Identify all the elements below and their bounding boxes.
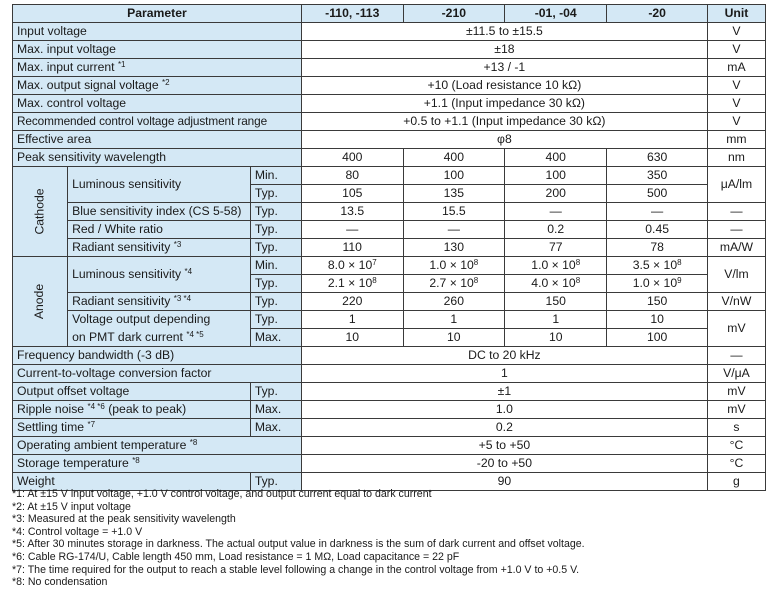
- table-row: [13, 329, 766, 347]
- cell-value: 135: [403, 185, 504, 203]
- footnote: *2: At ±15 V input voltage: [12, 500, 131, 513]
- qualifier: Typ.: [250, 473, 301, 491]
- table-row: [13, 77, 766, 95]
- exponent: 8: [473, 258, 479, 267]
- row-value: +5 to +50: [301, 437, 707, 455]
- exponent: 8: [575, 276, 581, 285]
- footnote-ref: *4 *6: [87, 402, 105, 411]
- cell-value: 400: [505, 149, 607, 167]
- cell-value: 220: [301, 293, 403, 311]
- header-unit: Unit: [707, 5, 765, 23]
- table-row: [13, 95, 766, 113]
- table-row: [13, 401, 766, 419]
- label-text: Radiant sensitivity: [72, 240, 171, 254]
- cell-value: 100: [505, 167, 607, 185]
- header-row: [13, 5, 766, 23]
- row-label: Recommended control voltage adjustment range: [13, 113, 302, 131]
- cell-value: 500: [607, 185, 707, 203]
- qualifier: Max.: [250, 401, 301, 419]
- row-unit: V: [707, 95, 765, 113]
- row-unit: —: [707, 347, 765, 365]
- qualifier: Min.: [250, 167, 301, 185]
- footnote: *4: Control voltage = +1.0 V: [12, 525, 143, 538]
- cell-value: 10: [607, 311, 707, 329]
- row-unit: °C: [707, 437, 765, 455]
- table-row: [13, 293, 766, 311]
- row-label: Voltage output depending: [68, 311, 251, 329]
- cell-value: [607, 275, 707, 293]
- cell-value: 10: [301, 329, 403, 347]
- footnote-ref: *4 *5: [186, 329, 204, 339]
- footnote-ref: *8: [189, 438, 198, 447]
- label-text: Max. input current: [17, 60, 115, 74]
- cell-value: [301, 275, 403, 293]
- cell-value: 100: [403, 167, 504, 185]
- qualifier: Max.: [250, 419, 301, 437]
- cell-value: —: [607, 203, 707, 221]
- table-row: [13, 59, 766, 77]
- row-value: 0.2: [301, 419, 707, 437]
- cell-value: 1: [301, 311, 403, 329]
- table-row: [13, 41, 766, 59]
- footnote: *8: No condensation: [12, 576, 108, 589]
- label-suffix: (peak to peak): [108, 402, 187, 416]
- cell-value: —: [505, 203, 607, 221]
- row-unit: V/μA: [707, 365, 765, 383]
- table-row: [13, 167, 766, 185]
- group-label-text: Anode: [32, 283, 47, 320]
- table-row: [13, 437, 766, 455]
- row-label: [13, 437, 302, 455]
- row-label: Peak sensitivity wavelength: [13, 149, 302, 167]
- cell-value: [505, 275, 607, 293]
- cell-value: [403, 275, 504, 293]
- label-text: on PMT dark current: [72, 329, 183, 344]
- mantissa: 8.0 × 10: [327, 258, 373, 272]
- row-value: -20 to +50: [301, 455, 707, 473]
- cell-value: 130: [403, 239, 504, 257]
- row-label: Weight: [13, 473, 251, 491]
- table-row: [13, 221, 766, 239]
- row-label: Output offset voltage: [13, 383, 251, 401]
- table-row: [13, 23, 766, 41]
- cell-value: 13.5: [301, 203, 403, 221]
- row-unit: mV: [707, 383, 765, 401]
- cell-value: [403, 257, 504, 275]
- mantissa: 1.0 × 10: [632, 276, 678, 290]
- qualifier: Typ.: [250, 221, 301, 239]
- cell-value: 200: [505, 185, 607, 203]
- row-label: Effective area: [13, 131, 302, 149]
- row-label: [13, 401, 251, 419]
- footnote-ref: *1: [117, 60, 126, 69]
- row-unit: nm: [707, 149, 765, 167]
- cell-value: 15.5: [403, 203, 504, 221]
- row-unit: mA/W: [707, 239, 765, 257]
- row-label: Frequency bandwidth (-3 dB): [13, 347, 302, 365]
- row-label: [13, 419, 251, 437]
- row-unit: —: [707, 221, 765, 239]
- row-label: Red / White ratio: [68, 221, 251, 239]
- footnote: *1: At ±15 V input voltage, +1.0 V control voltage, and output current equal to dark current: [12, 488, 432, 500]
- footnote-ref: *3: [173, 240, 182, 249]
- row-unit: V/lm: [707, 257, 765, 293]
- table-row: [13, 311, 766, 329]
- cell-value: 105: [301, 185, 403, 203]
- qualifier: Typ.: [250, 185, 301, 203]
- qualifier: Typ.: [250, 275, 301, 293]
- row-unit: V: [707, 77, 765, 95]
- exponent: 8: [575, 258, 581, 267]
- table-row: [13, 257, 766, 275]
- group-label-cathode: [13, 167, 68, 257]
- row-value: +10 (Load resistance 10 kΩ): [301, 77, 707, 95]
- row-value: ±1: [301, 383, 707, 401]
- cell-value: 350: [607, 167, 707, 185]
- qualifier: Min.: [250, 257, 301, 275]
- cell-value: 260: [403, 293, 504, 311]
- cell-value: 0.2: [505, 221, 607, 239]
- table-row: [13, 239, 766, 257]
- qualifier: Typ.: [250, 293, 301, 311]
- cell-value: 400: [403, 149, 504, 167]
- cell-value: 630: [607, 149, 707, 167]
- row-label: [13, 455, 302, 473]
- header-model-110: -110, -113: [301, 5, 403, 23]
- row-unit: V: [707, 113, 765, 131]
- table-row: [13, 131, 766, 149]
- table-row: [13, 149, 766, 167]
- cell-value: 400: [301, 149, 403, 167]
- group-label-text: Cathode: [32, 188, 47, 235]
- cell-value: 80: [301, 167, 403, 185]
- cell-value: —: [301, 221, 403, 239]
- row-label: [13, 77, 302, 95]
- row-label: Current-to-voltage conversion factor: [13, 365, 302, 383]
- table-row: [13, 383, 766, 401]
- label-text: Luminous sensitivity: [72, 267, 182, 281]
- cell-value: 10: [505, 329, 607, 347]
- group-label-anode: [13, 257, 68, 347]
- row-unit: °C: [707, 455, 765, 473]
- label-text: Storage temperature: [17, 456, 129, 470]
- row-value: +0.5 to +1.1 (Input impedance 30 kΩ): [301, 113, 707, 131]
- table-row: [13, 365, 766, 383]
- qualifier: Max.: [250, 329, 301, 347]
- exponent: 8: [473, 276, 479, 285]
- row-unit: —: [707, 203, 765, 221]
- row-label: Max. input voltage: [13, 41, 302, 59]
- mantissa: 2.7 × 10: [429, 276, 474, 290]
- header-model-20: -20: [607, 5, 707, 23]
- label-text: Ripple noise: [17, 402, 85, 416]
- row-value: 90: [301, 473, 707, 491]
- cell-value: [505, 257, 607, 275]
- row-unit: mV: [707, 401, 765, 419]
- cell-value: [301, 257, 403, 275]
- cell-value: 1: [505, 311, 607, 329]
- row-label-continued: [68, 329, 251, 347]
- table-row: [13, 203, 766, 221]
- row-unit: mV: [707, 311, 765, 347]
- footnotes: [12, 488, 585, 589]
- mantissa: 1.0 × 10: [531, 258, 576, 272]
- row-value: +1.1 (Input impedance 30 kΩ): [301, 95, 707, 113]
- mantissa: 3.5 × 10: [632, 258, 678, 272]
- footnote: *7: The time required for the output to reach a stable level following a change in the control voltage from +1.0 V to +0.5 V.: [12, 563, 580, 576]
- footnote: *6: Cable RG-174/U, Cable length 450 mm, Load resistance = 1 MΩ, Load capacitance = 22 pF: [12, 550, 460, 563]
- row-unit: mm: [707, 131, 765, 149]
- cell-value: [607, 257, 707, 275]
- mantissa: 4.0 × 10: [531, 276, 576, 290]
- row-label: Max. control voltage: [13, 95, 302, 113]
- label-text: Max. output signal voltage: [17, 78, 159, 92]
- qualifier: Typ.: [250, 203, 301, 221]
- row-unit: μA/lm: [707, 167, 765, 203]
- footnote-ref: *7: [87, 420, 96, 429]
- exponent: 8: [372, 276, 377, 285]
- label-text: Settling time: [17, 420, 85, 434]
- cell-value: 100: [607, 329, 707, 347]
- cell-value: 150: [505, 293, 607, 311]
- mantissa: 2.1 × 10: [327, 276, 373, 290]
- table-row: [13, 455, 766, 473]
- row-unit: g: [707, 473, 765, 491]
- exponent: 7: [372, 258, 377, 267]
- table-row: [13, 347, 766, 365]
- row-unit: V: [707, 41, 765, 59]
- row-value: ±18: [301, 41, 707, 59]
- row-value: DC to 20 kHz: [301, 347, 707, 365]
- row-label: Luminous sensitivity: [68, 167, 251, 203]
- cell-value: 78: [607, 239, 707, 257]
- label-text: Operating ambient temperature: [17, 438, 187, 452]
- row-value: 1.0: [301, 401, 707, 419]
- specification-table: [12, 4, 766, 491]
- cell-value: 10: [403, 329, 504, 347]
- row-label: Input voltage: [13, 23, 302, 41]
- row-value: 1: [301, 365, 707, 383]
- qualifier: Typ.: [250, 383, 301, 401]
- footnote: *5: After 30 minutes storage in darkness. The actual output value in darkness is the sum of dark current and offset voltage.: [12, 538, 585, 551]
- qualifier: Typ.: [250, 311, 301, 329]
- row-value: +13 / -1: [301, 59, 707, 77]
- footnote-ref: *3 *4: [173, 294, 192, 303]
- cell-value: —: [403, 221, 504, 239]
- row-value: ±11.5 to ±15.5: [301, 23, 707, 41]
- table-row: [13, 419, 766, 437]
- cell-value: 110: [301, 239, 403, 257]
- exponent: 8: [677, 258, 682, 267]
- row-value: φ8: [301, 131, 707, 149]
- row-unit: V/nW: [707, 293, 765, 311]
- cell-value: 0.45: [607, 221, 707, 239]
- cell-value: 1: [403, 311, 504, 329]
- qualifier: Typ.: [250, 239, 301, 257]
- row-unit: mA: [707, 59, 765, 77]
- label-text: Radiant sensitivity: [72, 294, 171, 308]
- header-model-210: -210: [403, 5, 504, 23]
- footnote: *3: Measured at the peak sensitivity wavelength: [12, 513, 236, 526]
- row-unit: s: [707, 419, 765, 437]
- footnote-ref: *8: [132, 456, 140, 465]
- header-parameter: Parameter: [13, 5, 302, 23]
- row-unit: V: [707, 23, 765, 41]
- cell-value: 150: [607, 293, 707, 311]
- footnote-ref: *2: [162, 78, 170, 87]
- row-label: [13, 59, 302, 77]
- row-label: Blue sensitivity index (CS 5-58): [68, 203, 251, 221]
- mantissa: 1.0 × 10: [429, 258, 474, 272]
- header-model-01: -01, -04: [505, 5, 607, 23]
- row-label: [68, 239, 251, 257]
- exponent: 9: [677, 276, 682, 285]
- cell-value: 77: [505, 239, 607, 257]
- footnote-ref: *4: [184, 267, 193, 276]
- row-label: [68, 257, 251, 293]
- row-label: [68, 293, 251, 311]
- table-row: [13, 113, 766, 131]
